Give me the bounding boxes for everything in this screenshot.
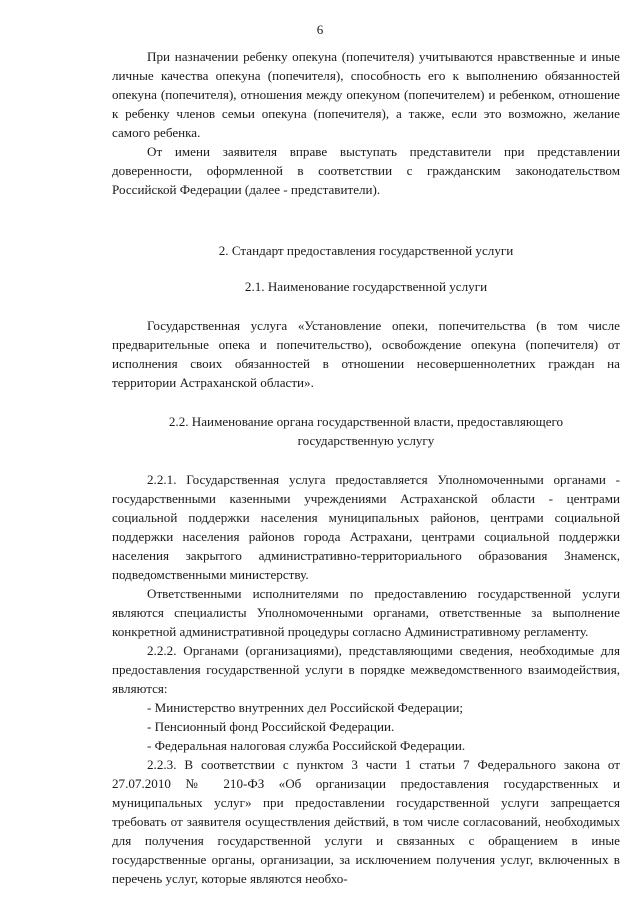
paragraph-guardian-qualities: При назначении ребенку опекуна (попечителя) учитываются нравственные и иные личные качества опекуна (попечителя), способность его к выполнению обязанностей опекуна (попечителя), отношения между опекуном (попечителем) и ребенком, отношение к ребенку членов семьи опекуна (попечителя), а также, если это возможно, желание самого ребенка.	[112, 49, 620, 140]
document-body	[112, 47, 620, 888]
paragraph-representatives: От имени заявителя вправе выступать представители при представлении доверенности, оформленной в соответствии с гражданским законодательством Российской Федерации (далее - представители).	[112, 144, 620, 197]
section-2-2-heading-line1: 2.2. Наименование органа государственной власти, предоставляющего	[168, 414, 564, 429]
paragraph-2-2-3: 2.2.3. В соответствии с пунктом 3 части 1 статьи 7 Федерального закона от 27.07.2010 № 210-ФЗ «Об организации предоставления государственных и муниципальных услуг» при предоставлении государственной услуги запрещается требовать от заявителя осуществления действий, в том числе согласований, необходимых для получения государственной услуги и связанных с обращением в иные государственные органы, организации, за исключением получения услуг, включенных в перечень услуг, которые являются необхо-	[112, 757, 620, 886]
paragraph-responsible: Ответственными исполнителями по предоставлению государственной услуги являются специалисты Уполномоченными органами, ответственные за выполнение конкретной административной процедуры согласно Административному регламенту.	[112, 586, 620, 639]
list-item-tax-service: - Федеральная налоговая служба Российской Федерации.	[147, 738, 466, 753]
paragraph-2-2-2: 2.2.2. Органами (организациями), представляющими сведения, необходимые для предоставления государственной услуги в порядке межведомственного взаимодействия, являются:	[112, 643, 620, 696]
page-number: 6	[316, 22, 324, 37]
section-2-heading: 2. Стандарт предоставления государственной услуги	[218, 243, 514, 258]
section-2-2-heading-line2: государственную услугу	[297, 433, 435, 448]
list-item-pension-fund: - Пенсионный фонд Российской Федерации.	[147, 719, 395, 734]
list-item-mvd: - Министерство внутренних дел Российской Федерации;	[147, 700, 464, 715]
section-2-1-heading: 2.1. Наименование государственной услуги	[244, 279, 488, 294]
paragraph-2-2-1: 2.2.1. Государственная услуга предоставляется Уполномоченными органами - государственными казенными учреждениями Астраханской области - центрами социальной поддержки населения муниципальных районов, центрами социальной поддержки населения районов города Астрахани, центрами социальной поддержки населения закрытого административно-территориального образования Знаменск, подведомственными министерству.	[112, 472, 620, 582]
paragraph-service-name: Государственная услуга «Установление опеки, попечительства (в том числе предварительные опека и попечительство), освобождение опекуна (попечителя) от исполнения своих обязанностей в отношении несовершеннолетних граждан на территории Астраханской области».	[112, 318, 620, 390]
